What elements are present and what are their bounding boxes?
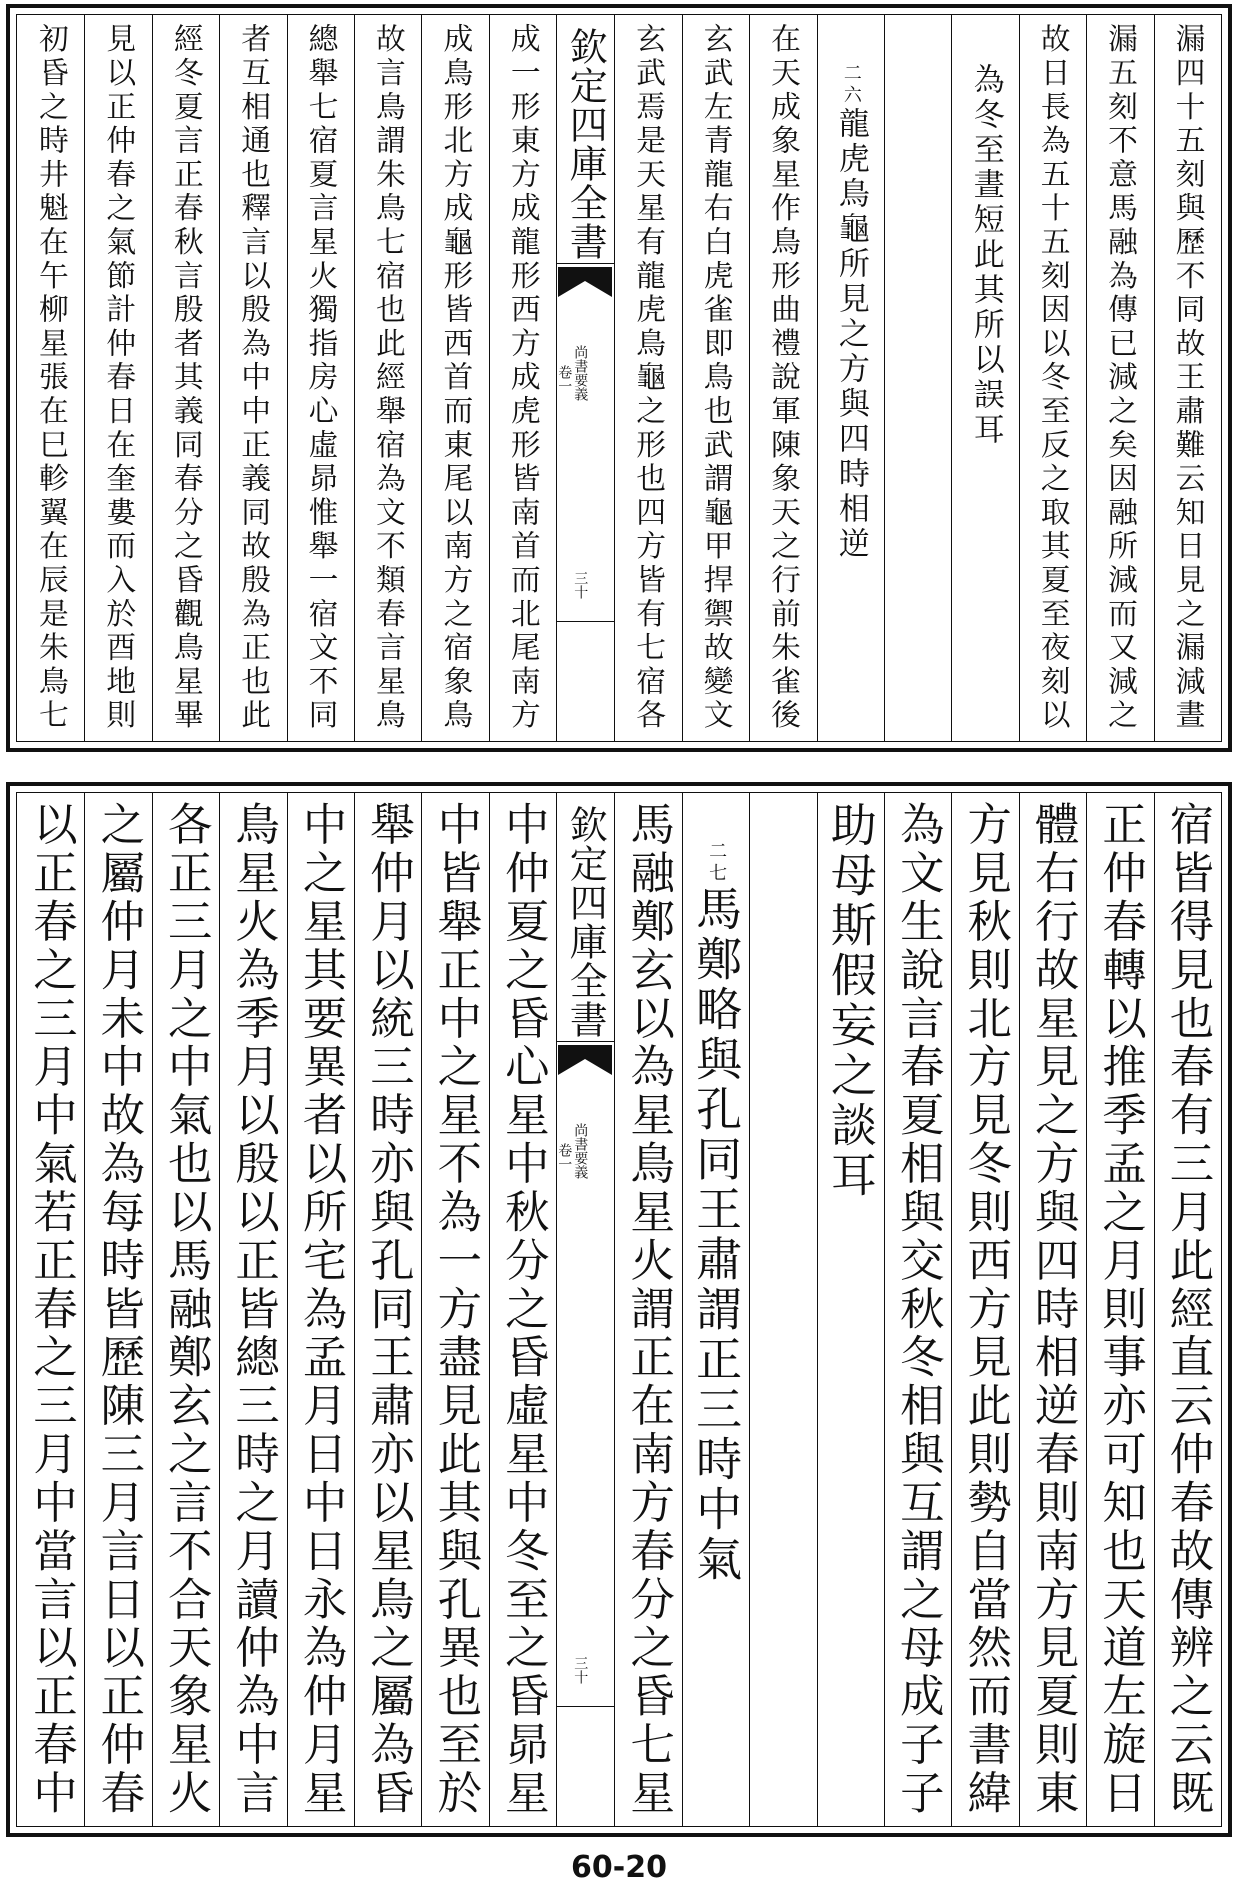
text-column: [614, 23, 681, 735]
column-text: 者互相通也釋言以殷為中中正義同故殷為正也此: [235, 23, 271, 733]
text-column: [489, 23, 556, 735]
text-column: [749, 23, 816, 735]
column-text: 宿皆得見也春有三月此經直云仲春故傳辨之云既: [1161, 801, 1213, 1818]
leaf-frame: [16, 14, 1222, 742]
column-text: 各正三月之中氣也以馬融鄭玄之言不合天象星火: [160, 801, 212, 1818]
column-text: 馬鄭略與孔同王肅謂正三時中氣: [689, 885, 744, 1585]
column-text: 玄武左青龍右白虎雀即鳥也武謂龜甲捍禦故變文: [698, 23, 734, 733]
text-column: [287, 23, 354, 735]
text-column: [152, 801, 219, 1820]
column-text: 龍虎鳥龜所見之方與四時相逆: [832, 107, 869, 562]
volume-label: 卷一: [556, 1143, 573, 1171]
text-column: [354, 23, 421, 735]
leaf-number: 三十: [572, 1656, 589, 1684]
column-text: 經冬夏言正春秋言殷者其義同春分之昏觀鳥星畢: [168, 23, 204, 733]
column-text: 見以正仲春之氣節計仲春日在奎婁而入於酉地則: [100, 23, 136, 733]
column-text: 成鳥形北方成龜形皆西首而東尾以南方之宿象鳥: [437, 23, 473, 733]
column-text: 中之星其要異者以所宅為孟月日中日永為仲月星: [295, 801, 347, 1818]
text-column: [84, 23, 151, 735]
text-column: [1154, 23, 1221, 735]
text-column: [951, 801, 1018, 1820]
text-column: [17, 23, 84, 735]
centre-title: 欽定四庫全書: [563, 27, 608, 261]
column-text: 成一形東方成龍形西方成虎形皆南首而北尾南方: [505, 23, 541, 733]
column-text: 在天成象星作鳥形曲禮說軍陳象天之行前朱雀後: [765, 23, 801, 733]
blank-column: [749, 801, 816, 1820]
column-text: 中仲夏之昏心星中秋分之昏虛星中冬至之昏昴星: [497, 801, 549, 1818]
text-column: [1086, 801, 1153, 1820]
blank-column: [884, 23, 951, 735]
upper-leaf: [6, 4, 1232, 752]
text-column: [17, 801, 84, 1820]
column-text: 以正春之三月中氣若正春之三月中當言以正春中: [25, 801, 77, 1818]
text-column: [421, 801, 488, 1820]
column-text: 鳥星火為季月以殷以正皆總三時之月讀仲為中言: [227, 801, 279, 1818]
text-column: [1086, 23, 1153, 735]
centre-fold: [556, 15, 614, 741]
text-column: [421, 23, 488, 735]
column-text: 總舉七宿夏言星火獨指房心虛昴惟舉一宿文不同: [303, 23, 339, 733]
fishtail-mark-icon: [558, 267, 612, 313]
book-title: 尚書要義: [572, 345, 589, 401]
column-text: 正仲春轉以推季孟之月則事亦可知也天道左旋日: [1094, 801, 1146, 1818]
column-text: 漏四十五刻與歷不同故王肅難云知日見之漏減晝: [1169, 23, 1205, 733]
text-column: [817, 801, 884, 1820]
volume-label: 卷一: [556, 365, 573, 393]
leaf-frame: [16, 792, 1222, 1827]
text-column: [287, 801, 354, 1820]
column-text: 初昏之時井魁在午柳星張在巳軫翼在辰是朱鳥七: [33, 23, 69, 733]
fold-line: [556, 621, 614, 622]
column-text: 玄武焉是天星有龍虎鳥龜之形也四方皆有七宿各: [630, 23, 666, 733]
text-column: [84, 801, 151, 1820]
fold-line: [556, 263, 614, 264]
column-text: 中皆舉正中之星不為一方盡見此其與孔異也至於: [429, 801, 481, 1818]
text-column: [1019, 23, 1086, 735]
text-column: [1154, 801, 1221, 1820]
column-text: 體右行故星見之方與四時相逆春則南方見夏則東: [1027, 801, 1079, 1818]
text-column: [951, 23, 1018, 735]
centre-title: 欽定四庫全書: [563, 805, 608, 1039]
text-column: [817, 23, 884, 735]
text-column: [614, 801, 681, 1820]
text-column: [219, 23, 286, 735]
column-text: 助母斯假妄之談耳: [823, 801, 878, 1201]
column-text: 故言鳥謂朱鳥七宿也此經舉宿為文不類春言星鳥: [370, 23, 406, 733]
column-text: 故日長為五十五刻因以冬至反之取其夏至夜刻以: [1035, 23, 1071, 733]
centre-fold: [556, 793, 614, 1826]
column-text: 為文生說言春夏相與交秋冬相與互謂之母成子子: [892, 801, 944, 1818]
leaf-number: 三十: [572, 571, 589, 599]
section-number: 二六: [840, 63, 862, 107]
text-column: [682, 23, 749, 735]
column-text: 舉仲月以統三時亦與孔同王肅亦以星鳥之屬為昏: [362, 801, 414, 1818]
text-column: [682, 801, 749, 1820]
page-number: 60-20: [571, 1850, 667, 1885]
column-text: 馬融鄭玄以為星鳥星火謂正在南方春分之昏七星: [622, 801, 674, 1818]
column-text: 之屬仲月未中故為每時皆歷陳三月言日以正仲春: [92, 801, 144, 1818]
text-column: [219, 801, 286, 1820]
text-column: [152, 23, 219, 735]
fold-line: [556, 1706, 614, 1707]
column-text: 方見秋則北方見冬則西方見此則勢自當然而書緯: [959, 801, 1011, 1818]
lower-leaf: [6, 782, 1232, 1837]
column-text: 漏五刻不意馬融為傳已減之矣因融所減而又減之: [1102, 23, 1138, 733]
section-number: 二七: [706, 841, 728, 885]
book-title: 尚書要義: [572, 1123, 589, 1179]
column-text: 為冬至晝短此其所以誤耳: [967, 63, 1004, 448]
text-column: [1019, 801, 1086, 1820]
text-column: [354, 801, 421, 1820]
text-column: [489, 801, 556, 1820]
text-column: [884, 801, 951, 1820]
fold-line: [556, 1041, 614, 1042]
fishtail-mark-icon: [558, 1045, 612, 1091]
